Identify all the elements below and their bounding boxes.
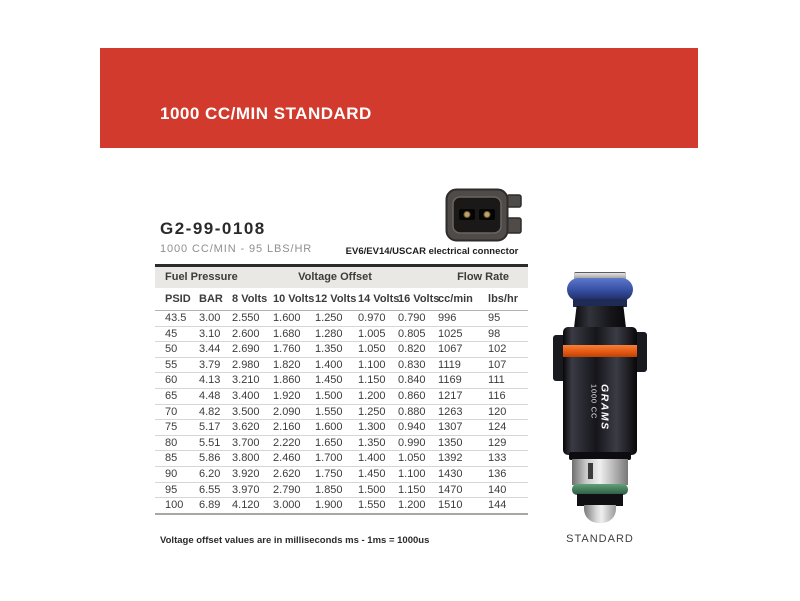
table-cell: 1.005 bbox=[358, 327, 386, 340]
injector-nozzle-tip bbox=[584, 505, 616, 523]
table-cell: 6.55 bbox=[199, 483, 221, 496]
group-header: Fuel Pressure bbox=[155, 266, 232, 288]
table-cell: 0.805 bbox=[398, 327, 426, 340]
table-cell: 1.550 bbox=[315, 405, 343, 418]
table-cell: 140 bbox=[488, 483, 507, 496]
flow-label: 1000 CC bbox=[589, 383, 599, 419]
table-cell: 1.300 bbox=[358, 421, 386, 434]
table-cell: 1.280 bbox=[315, 327, 343, 340]
table-cell: 55 bbox=[165, 358, 178, 371]
table-cell: 102 bbox=[488, 343, 507, 356]
table-cell: 2.550 bbox=[232, 312, 260, 324]
table-cell: 60 bbox=[165, 374, 178, 387]
table-cell: 1.150 bbox=[398, 483, 426, 496]
column-header: 12 Volts bbox=[315, 288, 358, 311]
column-header: PSID bbox=[155, 288, 199, 311]
table-cell: 1.200 bbox=[398, 499, 426, 512]
table-cell: 1.920 bbox=[273, 389, 301, 402]
table-cell: 1.550 bbox=[358, 499, 386, 512]
table-cell: 1.250 bbox=[358, 405, 386, 418]
table-cell: 5.86 bbox=[199, 452, 221, 465]
table-cell: 2.620 bbox=[273, 467, 301, 480]
table-cell: 1.400 bbox=[358, 452, 386, 465]
table-cell: 120 bbox=[488, 405, 507, 418]
table-cell: 2.790 bbox=[273, 483, 301, 496]
table-cell: 75 bbox=[165, 421, 178, 434]
table-row bbox=[155, 498, 528, 514]
table-row bbox=[155, 420, 528, 436]
table-cell: 3.620 bbox=[232, 421, 260, 434]
table-cell: 1.450 bbox=[358, 467, 386, 480]
table-cell: 2.220 bbox=[273, 436, 301, 449]
group-header: Voltage Offset bbox=[232, 266, 438, 288]
table-cell: 1.700 bbox=[315, 452, 343, 465]
table-cell: 2.090 bbox=[273, 405, 301, 418]
table-cell: 98 bbox=[488, 327, 501, 340]
injector-orange-band bbox=[563, 345, 637, 357]
connector-label: EV6/EV14/USCAR electrical connector bbox=[345, 246, 519, 257]
flow-subtitle: 1000 CC/MIN - 95 LBS/HR bbox=[160, 243, 313, 255]
brand-label: GRAMS bbox=[598, 383, 611, 431]
column-header: cc/min bbox=[438, 288, 488, 311]
table-cell: 5.17 bbox=[199, 421, 221, 434]
table-cell: 1470 bbox=[438, 483, 463, 496]
table-cell: 1.600 bbox=[315, 421, 343, 434]
table-cell: 3.44 bbox=[199, 343, 221, 356]
group-header: Flow Rate bbox=[438, 266, 528, 288]
table-row bbox=[155, 342, 528, 358]
table-cell: 100 bbox=[165, 499, 184, 512]
table-cell: 2.690 bbox=[232, 343, 260, 356]
table-cell: 65 bbox=[165, 389, 178, 402]
table-cell: 3.00 bbox=[199, 312, 221, 324]
table-row bbox=[155, 482, 528, 498]
table-cell: 1.820 bbox=[273, 358, 301, 371]
table-cell: 1.500 bbox=[358, 483, 386, 496]
ev6-uscar-connector-icon bbox=[445, 188, 523, 242]
injector-top-oring bbox=[567, 278, 633, 301]
injector-oring-base bbox=[573, 299, 627, 307]
injector-collar bbox=[574, 306, 626, 328]
table-cell: 1.750 bbox=[315, 467, 343, 480]
table-cell: 1.100 bbox=[398, 467, 426, 480]
table-cell: 1.350 bbox=[358, 436, 386, 449]
table-cell: 1.100 bbox=[358, 358, 386, 371]
column-header: BAR bbox=[199, 288, 232, 311]
table-cell: 4.82 bbox=[199, 405, 221, 418]
table-cell: 2.460 bbox=[273, 452, 301, 465]
table-cell: 2.600 bbox=[232, 327, 260, 340]
injector-metal-body bbox=[572, 459, 628, 485]
table-cell: 1430 bbox=[438, 467, 463, 480]
table-cell: 3.400 bbox=[232, 389, 260, 402]
table-cell: 90 bbox=[165, 467, 178, 480]
table-cell: 0.970 bbox=[358, 312, 386, 324]
table-cell: 4.120 bbox=[232, 499, 260, 512]
table-row bbox=[155, 404, 528, 420]
table-cell: 0.860 bbox=[398, 389, 426, 402]
page-title: 1000 CC/MIN STANDARD bbox=[160, 104, 372, 123]
table-cell: 136 bbox=[488, 467, 507, 480]
table-row bbox=[155, 435, 528, 451]
table-cell: 1.850 bbox=[315, 483, 343, 496]
table-cell: 129 bbox=[488, 436, 507, 449]
injector-caption: STANDARD bbox=[566, 533, 634, 545]
table-cell: 3.920 bbox=[232, 467, 260, 480]
table-cell: 1.150 bbox=[358, 374, 386, 387]
table-cell: 1025 bbox=[438, 327, 463, 340]
table-row bbox=[155, 388, 528, 404]
table-cell: 3.970 bbox=[232, 483, 260, 496]
table-cell: 3.800 bbox=[232, 452, 260, 465]
column-header: 14 Volts bbox=[358, 288, 398, 311]
table-cell: 133 bbox=[488, 452, 507, 465]
table-cell: 1217 bbox=[438, 389, 463, 402]
table-cell: 1.650 bbox=[315, 436, 343, 449]
table-cell: 3.700 bbox=[232, 436, 260, 449]
table-cell: 1.450 bbox=[315, 374, 343, 387]
table-row bbox=[155, 373, 528, 389]
table-cell: 1.350 bbox=[315, 343, 343, 356]
table-cell: 85 bbox=[165, 452, 178, 465]
table-cell: 0.940 bbox=[398, 421, 426, 434]
table-cell: 43.5 bbox=[165, 312, 187, 324]
column-header: lbs/hr bbox=[488, 288, 528, 311]
table-cell: 124 bbox=[488, 421, 507, 434]
table-cell: 3.10 bbox=[199, 327, 221, 340]
table-cell: 996 bbox=[438, 312, 457, 324]
table-cell: 3.500 bbox=[232, 405, 260, 418]
table-cell: 1.900 bbox=[315, 499, 343, 512]
table-cell: 116 bbox=[488, 389, 506, 402]
table-row bbox=[155, 326, 528, 342]
table-cell: 3.79 bbox=[199, 358, 221, 371]
table-cell: 2.160 bbox=[273, 421, 301, 434]
table-cell: 1.050 bbox=[398, 452, 426, 465]
table-cell: 6.89 bbox=[199, 499, 221, 512]
column-header: 8 Volts bbox=[232, 288, 273, 311]
table-cell: 0.840 bbox=[398, 374, 426, 387]
column-header: 16 Volts bbox=[398, 288, 438, 311]
table-row bbox=[155, 466, 528, 482]
table-cell: 45 bbox=[165, 327, 178, 340]
table-cell: 0.880 bbox=[398, 405, 426, 418]
table-cell: 1.200 bbox=[358, 389, 386, 402]
title-banner bbox=[100, 48, 698, 148]
table-cell: 1307 bbox=[438, 421, 463, 434]
table-cell: 4.48 bbox=[199, 389, 221, 402]
table-cell: 1.860 bbox=[273, 374, 301, 387]
injector-brand-logo bbox=[563, 362, 637, 452]
table-row bbox=[155, 451, 528, 467]
table-cell: 0.820 bbox=[398, 343, 426, 356]
table-cell: 1.600 bbox=[273, 312, 301, 324]
table-cell: 50 bbox=[165, 343, 178, 356]
table-cell: 1510 bbox=[438, 499, 463, 512]
table-cell: 1350 bbox=[438, 436, 463, 449]
table-cell: 80 bbox=[165, 436, 178, 449]
table-cell: 6.20 bbox=[199, 467, 221, 480]
table-row bbox=[155, 357, 528, 373]
table-cell: 2.980 bbox=[232, 358, 260, 371]
table-cell: 1119 bbox=[438, 358, 461, 371]
part-number: G2-99-0108 bbox=[160, 219, 266, 238]
table-cell: 0.990 bbox=[398, 436, 426, 449]
table-cell: 144 bbox=[488, 499, 507, 512]
table-cell: 1169 bbox=[438, 374, 462, 387]
table-cell: 0.830 bbox=[398, 358, 426, 371]
injector-serial-mark bbox=[588, 463, 593, 479]
spec-table bbox=[155, 264, 528, 515]
table-cell: 1.760 bbox=[273, 343, 301, 356]
table-cell: 70 bbox=[165, 405, 178, 418]
table-cell: 95 bbox=[488, 312, 501, 324]
table-cell: 1067 bbox=[438, 343, 463, 356]
table-cell: 1.050 bbox=[358, 343, 386, 356]
voltage-offset-footnote: Voltage offset values are in milliseconds ms - 1ms = 1000us bbox=[160, 535, 430, 546]
table-cell: 111 bbox=[488, 374, 505, 387]
table-cell: 3.000 bbox=[273, 499, 301, 512]
table-cell: 1263 bbox=[438, 405, 463, 418]
table-cell: 1392 bbox=[438, 452, 463, 465]
column-header: 10 Volts bbox=[273, 288, 315, 311]
table-cell: 107 bbox=[488, 358, 507, 371]
table-row bbox=[155, 311, 528, 327]
table-cell: 5.51 bbox=[199, 436, 221, 449]
table-cell: 95 bbox=[165, 483, 178, 496]
table-cell: 1.680 bbox=[273, 327, 301, 340]
injector-image bbox=[548, 268, 652, 526]
table-cell: 4.13 bbox=[199, 374, 221, 387]
table-cell: 1.400 bbox=[315, 358, 343, 371]
table-cell: 1.250 bbox=[315, 312, 343, 324]
table-cell: 3.210 bbox=[232, 374, 260, 387]
table-cell: 0.790 bbox=[398, 312, 426, 324]
table-cell: 1.500 bbox=[315, 389, 343, 402]
